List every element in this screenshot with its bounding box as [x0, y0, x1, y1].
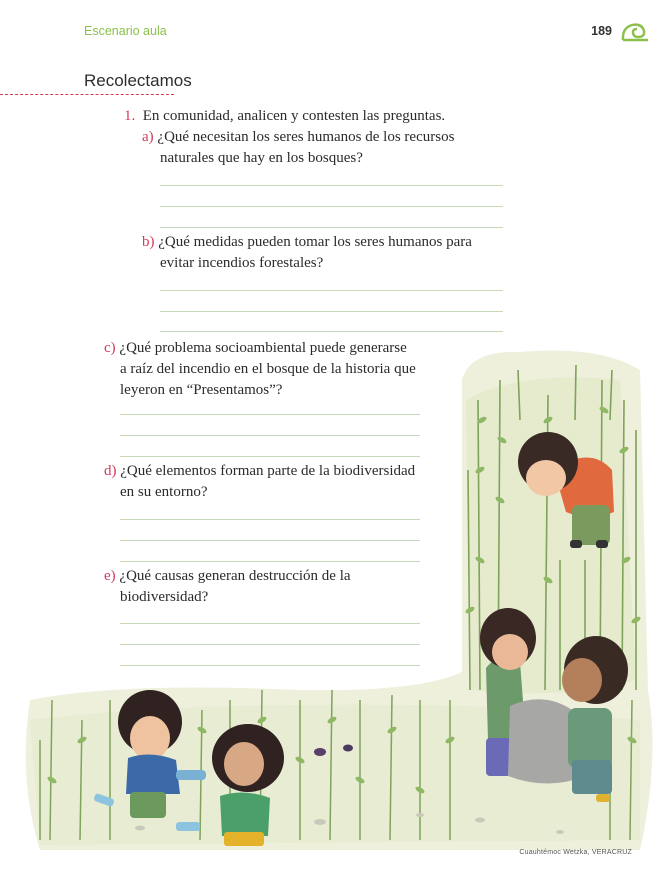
question-a	[142, 127, 454, 169]
answer-line[interactable]	[120, 456, 420, 457]
question-letter: d)	[104, 463, 117, 479]
question-letter: a)	[142, 129, 154, 145]
answer-line[interactable]	[160, 311, 503, 312]
question-b	[142, 232, 472, 274]
question-text: biodiversidad?	[120, 589, 209, 605]
question-letter: b)	[142, 234, 155, 250]
answer-line[interactable]	[160, 290, 503, 291]
answer-line[interactable]	[160, 331, 503, 332]
illustration-credit: Cuauhtémoc Wetzka, VERACRUZ	[519, 849, 632, 856]
section-title: Recolectamos	[84, 71, 192, 90]
question-text: ¿Qué problema socioambiental puede generarse	[119, 340, 407, 356]
answer-line[interactable]	[120, 414, 420, 415]
question-d	[104, 461, 415, 503]
question-letter: e)	[104, 568, 116, 584]
section-label: Escenario aula	[84, 24, 167, 38]
activity-instruction-text: En comunidad, analicen y contesten las preguntas.	[142, 108, 446, 124]
question-text: naturales que hay en los bosques?	[160, 150, 363, 166]
answer-line[interactable]	[120, 540, 420, 541]
answer-line[interactable]	[120, 519, 420, 520]
question-c	[104, 338, 416, 401]
question-e	[104, 566, 351, 608]
page-number: 189	[591, 24, 612, 38]
answer-line[interactable]	[120, 623, 420, 624]
answer-line[interactable]	[120, 665, 420, 666]
activity-instruction	[124, 106, 445, 127]
question-text: ¿Qué necesitan los seres humanos de los recursos	[157, 129, 455, 145]
answer-line[interactable]	[120, 435, 420, 436]
answer-line[interactable]	[160, 185, 503, 186]
answer-line[interactable]	[160, 206, 503, 207]
question-letter: c)	[104, 340, 116, 356]
snail-icon	[620, 20, 650, 42]
question-text: ¿Qué medidas pueden tomar los seres humanos para	[158, 234, 472, 250]
question-text: leyeron en “Presentamos”?	[120, 382, 283, 398]
question-text: en su entorno?	[120, 484, 208, 500]
answer-line[interactable]	[160, 227, 503, 228]
question-text: ¿Qué elementos forman parte de la biodiversidad	[120, 463, 416, 479]
activity-number: 1.	[124, 108, 136, 124]
section-title-underline	[0, 94, 174, 95]
question-text: ¿Qué causas generan destrucción de la	[119, 568, 351, 584]
question-text: evitar incendios forestales?	[160, 255, 324, 271]
question-text: a raíz del incendio en el bosque de la historia que	[120, 361, 416, 377]
answer-line[interactable]	[120, 644, 420, 645]
answer-line[interactable]	[120, 561, 420, 562]
